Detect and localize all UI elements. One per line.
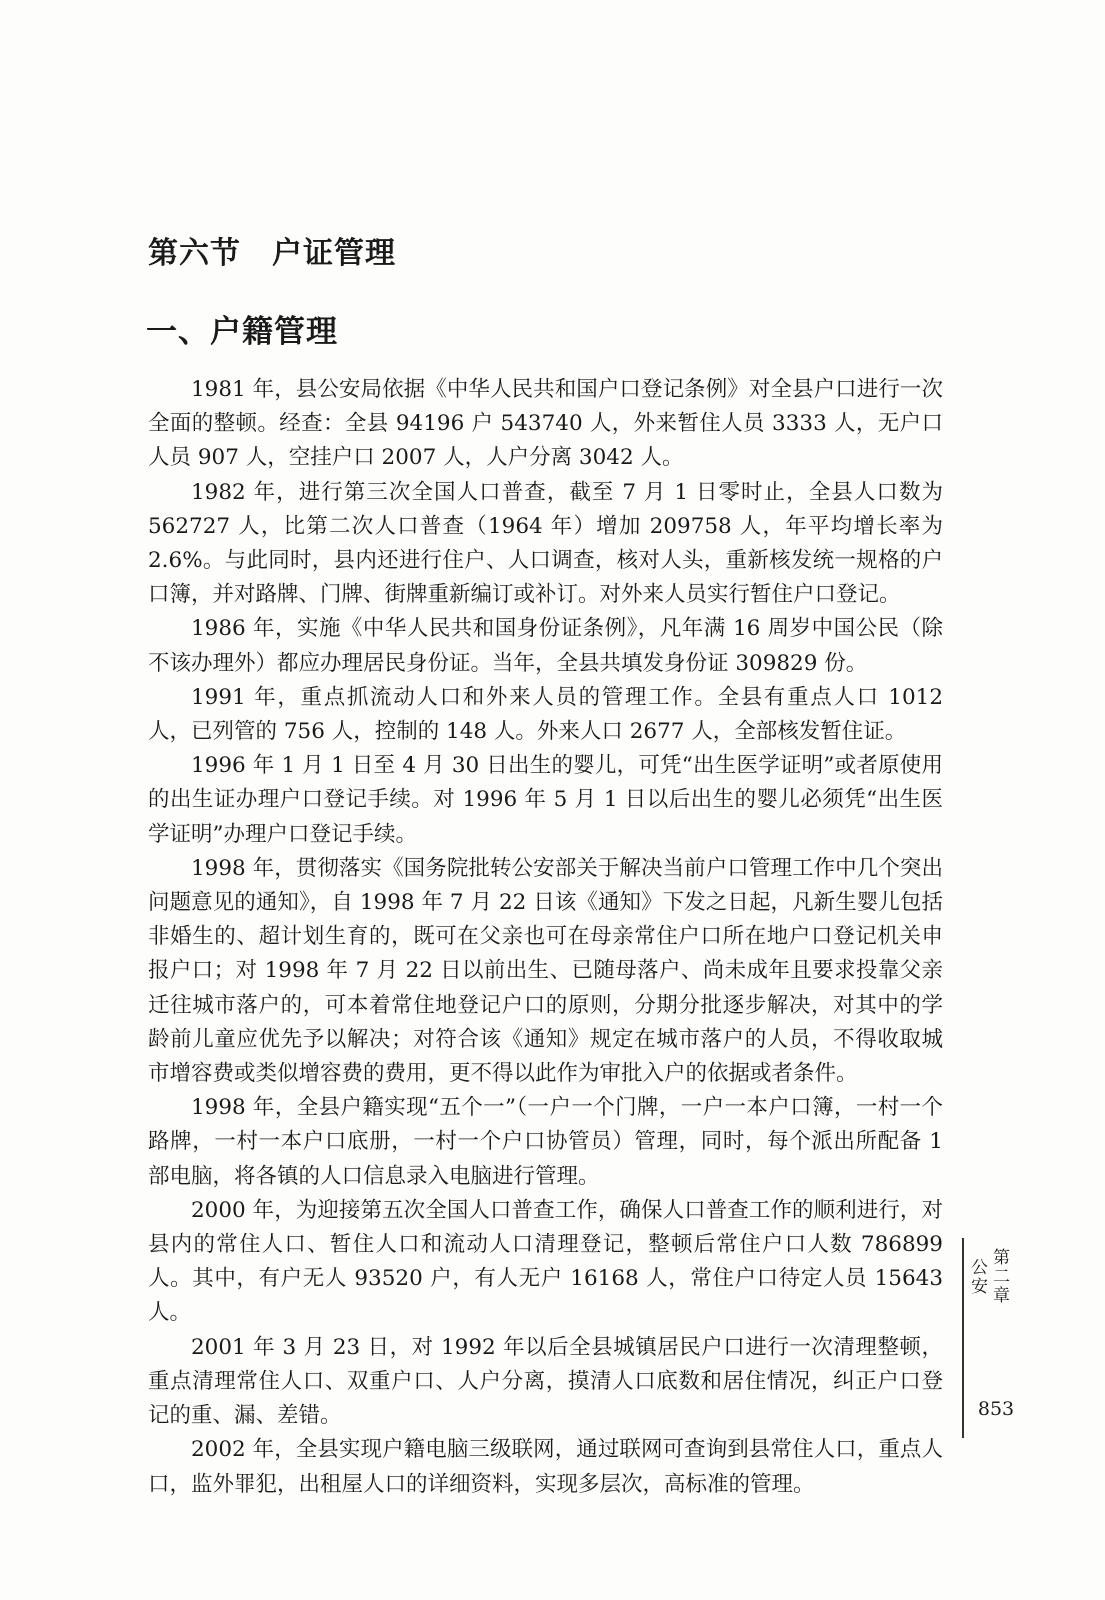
paragraph-1998-b: 1998 年，全县户籍实现“五个一”（一户一个门牌，一户一本户口簿，一村一个路牌，一村一本户口底册，一村一个户口协管员）管理，同时，每个派出所配备 1 部电脑，将各镇的人口信息录入电脑进行管理。 (148, 1095, 943, 1189)
paragraph-1991: 1991 年，重点抓流动人口和外来人员的管理工作。全县有重点人口 1012 人，已列管的 756 人，控制的 148 人。外来人口 2677 人，全部核发暂住证。 (148, 684, 943, 745)
section-title: 第六节 户证管理 (148, 236, 396, 271)
paragraph-1986: 1986 年，实施《中华人民共和国身份证条例》，凡年满 16 周岁中国公民（除不该办理外）都应办理居民身份证。当年，全县共填发身份证 309829 份。 (148, 616, 943, 676)
chapter-label: 第二章 (989, 1248, 1009, 1305)
paragraph-2000: 2000 年，为迎接第五次全国人口普查工作，确保人口普查工作的顺利进行，对县内的常住人口、暂住人口和流动人口清理登记，整顿后常住户口人数 786899 人。其中，有户无人 93520 户，有人无户 16168 人，常住户口待定人员 15643 人。 (148, 1197, 943, 1326)
page-number: 853 (977, 1398, 1015, 1420)
subsection-title: 一、户籍管理 (146, 314, 338, 350)
paragraph-1998-a: 1998 年，贯彻落实《国务院批转公安部关于解决当前户口管理工作中几个突出问题意见的通知》，自 1998 年 7 月 22 日该《通知》下发之日起，凡新生婴儿包括非婚生的、超计划生育的，既可在父亲也可在母亲常住户口所在地户口登记机关申报户口；对 1998 年 7 月 22 日以前出生、已随母落户、尚未成年且要求投靠父亲迁往城市落户的，可本着常住地登记户口的原则，分期分批逐步解决，对其中的学龄前儿童应优先予以解决；对符合该《通知》规定在城市落户的人员，不得收取城市增容费或类似增容费的费用，更不得以此作为审批入户的依据或者条件。 (148, 855, 943, 1087)
subject-label: 公安 (967, 1257, 987, 1296)
paragraph-1996: 1996 年 1 月 1 日至 4 月 30 日出生的婴儿，可凭“出生医学证明”或者原使用的出生证办理户口登记手续。对 1996 年 5 月 1 日以后出生的婴儿必须凭“出生医学证明”办理户口登记手续。 (148, 753, 943, 847)
paragraph-2002: 2002 年，全县实现户籍电脑三级联网，通过联网可查询到县常住人口，重点人口，监外罪犯，出租屋人口的详细资料，实现多层次，高标准的管理。 (148, 1437, 943, 1497)
paragraph-1981: 1981 年，县公安局依据《中华人民共和国户口登记条例》对全县户口进行一次全面的整顿。经查：全县 94196 户 543740 人，外来暂住人员 3333 人，无户口人员 907 人，空挂户口 2007 人，人户分离 3042 人。 (148, 377, 943, 471)
paragraph-2001: 2001 年 3 月 23 日，对 1992 年以后全县城镇居民户口进行一次清理整顿，重点清理常住人口、双重户口、人户分离，摸清人口底数和居住情况，纠正户口登记的重、漏、差错。 (148, 1334, 943, 1429)
margin-divider-line (962, 1238, 964, 1438)
paragraph-1982: 1982 年，进行第三次全国人口普查，截至 7 月 1 日零时止，全县人口数为 562727 人，比第二次人口普查（1964 年）增加 209758 人，年平均增长率为 2.6%。与此同时，县内还进行住户、人口调查，核对人头，重新核发统一规格的户口簿，并对路牌、门牌、街牌重新编订或补订。对外来人员实行暂住户口登记。 (148, 479, 943, 608)
margin-chapter-label (967, 1248, 1010, 1305)
body-text (148, 373, 943, 1502)
